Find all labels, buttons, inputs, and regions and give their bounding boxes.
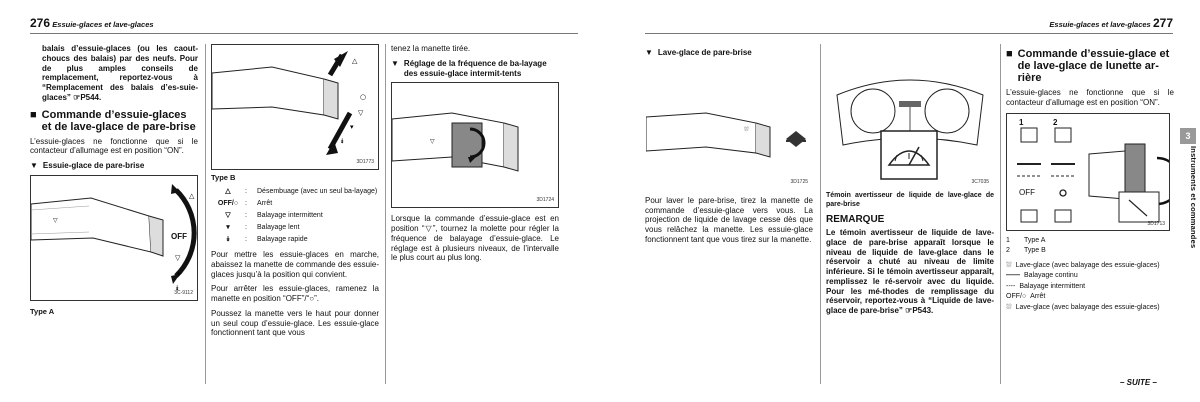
paragraph: tenez la manette tirée. — [391, 44, 471, 53]
paragraph: Pour mettre les essuie-glaces en marche, abaissez la manette de commande des essuie-glaces jusqu’à la position qui convient. — [211, 250, 379, 279]
svg-text:▾: ▾ — [177, 269, 181, 278]
washer-stalk-illustration — [646, 65, 812, 189]
figure-rear-wiper — [1006, 113, 1170, 231]
intro-bold-text: balais d’essuie-glaces (ou les caout-choucs des balais) par des neufs. Pour de plus amples conseils de remplacement, reportez-vous à “Remplacement des balais d’es-suie-glaces” — [42, 44, 198, 102]
svg-text:▾: ▾ — [350, 123, 354, 131]
figure-washer-stalk — [645, 64, 813, 190]
type-item: 1 Type A — [1006, 236, 1046, 244]
figure-caption: Témoin avertisseur de liquide de lave-glace de pare-brise — [826, 192, 994, 208]
column-divider — [1000, 44, 1001, 384]
figure-code: 3D1724 — [536, 197, 554, 204]
right-header — [645, 16, 1173, 34]
left-column-1 — [30, 44, 198, 316]
legend-item: OFF/○ Arrêt — [1006, 293, 1046, 301]
legend-item: △ : Désembuage (avec un seul ba-layage) — [225, 187, 378, 195]
paragraph: Poussez la manette vers le haut pour donner un seul coup d’essuie-glace. Les essuie-glace fonctionnent tant que vous — [211, 308, 379, 338]
legend-item: ⛆ Lave-glace (avec balayage des essuie-glaces) — [1006, 261, 1160, 269]
left-page-number: 276 — [30, 16, 51, 30]
right-page-number: 277 — [1152, 16, 1173, 30]
interval-dial-illustration — [392, 83, 558, 207]
legend-item: ---- Balayage intermittent — [1006, 282, 1086, 290]
svg-text:⛆: ⛆ — [744, 125, 749, 133]
paragraph: Pour arrêter les essuie-glaces, ramenez la manette en position “OFF”/“○”. — [211, 284, 379, 304]
figure-type-b — [211, 44, 379, 170]
sub-title-wiper: ▼ Essuie-glace de pare-brise — [30, 161, 145, 171]
svg-text:⯯: ⯯ — [175, 283, 180, 292]
figure-warning-light — [826, 64, 994, 190]
chapter-tab-number: 3 — [1180, 128, 1196, 144]
right-column-2 — [826, 44, 994, 321]
wiper-stalk-type-b-illustration — [212, 45, 378, 169]
type-list — [1006, 237, 1174, 256]
section-text: L’essuie-glaces ne fonctionne que si le contacteur d’allumage est en position “ON”. — [1006, 88, 1174, 108]
right-column-1 — [645, 44, 813, 250]
legend-list — [211, 186, 379, 246]
legend-item: OFF/○ : Arrêt — [217, 199, 273, 207]
figure-number-1: 1 — [1019, 117, 1024, 127]
type-item: 2 Type B — [1006, 247, 1046, 255]
section-title-rear: ■ Commande d’essuie-glace et de lave-glace de lunette ar-rière — [1006, 48, 1170, 85]
intro-ref: ☞P544. — [73, 92, 102, 102]
left-column-3 — [391, 44, 559, 268]
type-a-label: Type A — [30, 306, 55, 316]
figure-code: 3C-9112 — [174, 289, 193, 296]
rear-legend-list — [1006, 262, 1174, 313]
left-column-2 — [211, 44, 379, 343]
right-column-3 — [1006, 44, 1174, 315]
legend-item: ⛆ Lave-glace (avec balayage des essuie-glaces) — [1006, 303, 1160, 311]
svg-text:○: ○ — [360, 93, 367, 101]
section-text: L’essuie-glaces ne fonctionne que si le contacteur d’allumage est en position “ON”. — [30, 136, 198, 156]
remark-title: REMARQUE — [826, 214, 885, 226]
svg-text:▽: ▽ — [430, 138, 435, 146]
instrument-cluster-illustration — [827, 65, 993, 189]
paragraph: Pour laver le pare-brise, tirez la manette de commande d’essuie-glace vers vous. La projection de liquide de lavage cesse dès que vous relâchez la manette. Les essuie-glace fonctionnent tant que vous tirez sur la manette. — [645, 195, 813, 244]
figure-type-a — [30, 175, 198, 301]
remark-text: Le témoin avertisseur de liquide de lave-glace de pare-brise apparaît lorsque le niveau de liquide de lave-glace dans le réservoir a chuté au niveau de limite inférieure. Si le témoin avertisseur apparaît, remplissez le ré-servoir avec du liquide. Pour les mé-thodes de remplissage du réservoir, reportez-vous à “Liquide de lave-glace de pare-brise” ☞P543. — [826, 228, 994, 316]
figure-code: 3C7035 — [971, 178, 989, 185]
section-title: ■ Commande d’essuie-glaces et de lave-glace de pare-brise — [30, 108, 196, 133]
legend-item: ▽ : Balayage intermittent — [225, 211, 323, 219]
svg-text:▽: ▽ — [358, 109, 364, 117]
right-running-title: Essuie-glaces et lave-glaces — [1049, 20, 1151, 29]
legend-item: ⯯ : Balayage rapide — [225, 235, 308, 243]
legend-item: —— Balayage continu — [1006, 272, 1078, 280]
sub-title-washer: ▼ Lave-glace de pare-brise — [645, 48, 752, 57]
figure-code: 3D1713 — [1147, 220, 1165, 227]
figure-number-2: 2 — [1053, 117, 1058, 127]
continued-footer: – SUITE – — [1120, 378, 1157, 387]
left-running-title: Essuie-glaces et lave-glaces — [52, 20, 154, 29]
figure-interval-dial — [391, 82, 559, 208]
sub-title-interval: ▼ Réglage de la fréquence de ba-layage des essuie-glace intermit-tents — [391, 58, 547, 78]
type-b-label: Type B — [211, 173, 236, 182]
column-divider — [205, 44, 206, 384]
chapter-tab-text: Instruments et commandes — [1189, 146, 1198, 249]
rear-wiper-illustration — [1007, 114, 1169, 230]
paragraph: Lorsque la commande d’essuie-glace est en position “▽”, tournez la molette pour régler la fréquence de balayage d’essuie-glace. Le réglage est à plusieurs niveaux, de l’intervalle le plus court au plus long. — [391, 214, 559, 263]
svg-text:▽: ▽ — [175, 253, 181, 262]
figure-off-label: OFF — [1019, 187, 1035, 197]
svg-text:△: △ — [189, 191, 195, 200]
svg-text:⯯: ⯯ — [340, 137, 345, 145]
left-header — [30, 16, 578, 34]
column-divider — [820, 44, 821, 384]
figure-code: 3D1725 — [790, 178, 808, 185]
figure-code: 3D1773 — [356, 158, 374, 165]
legend-item: ▾ : Balayage lent — [226, 223, 300, 231]
svg-text:△: △ — [352, 57, 358, 65]
svg-text:▽: ▽ — [53, 216, 58, 224]
column-divider — [385, 44, 386, 384]
figure-off-label: OFF — [171, 231, 187, 241]
